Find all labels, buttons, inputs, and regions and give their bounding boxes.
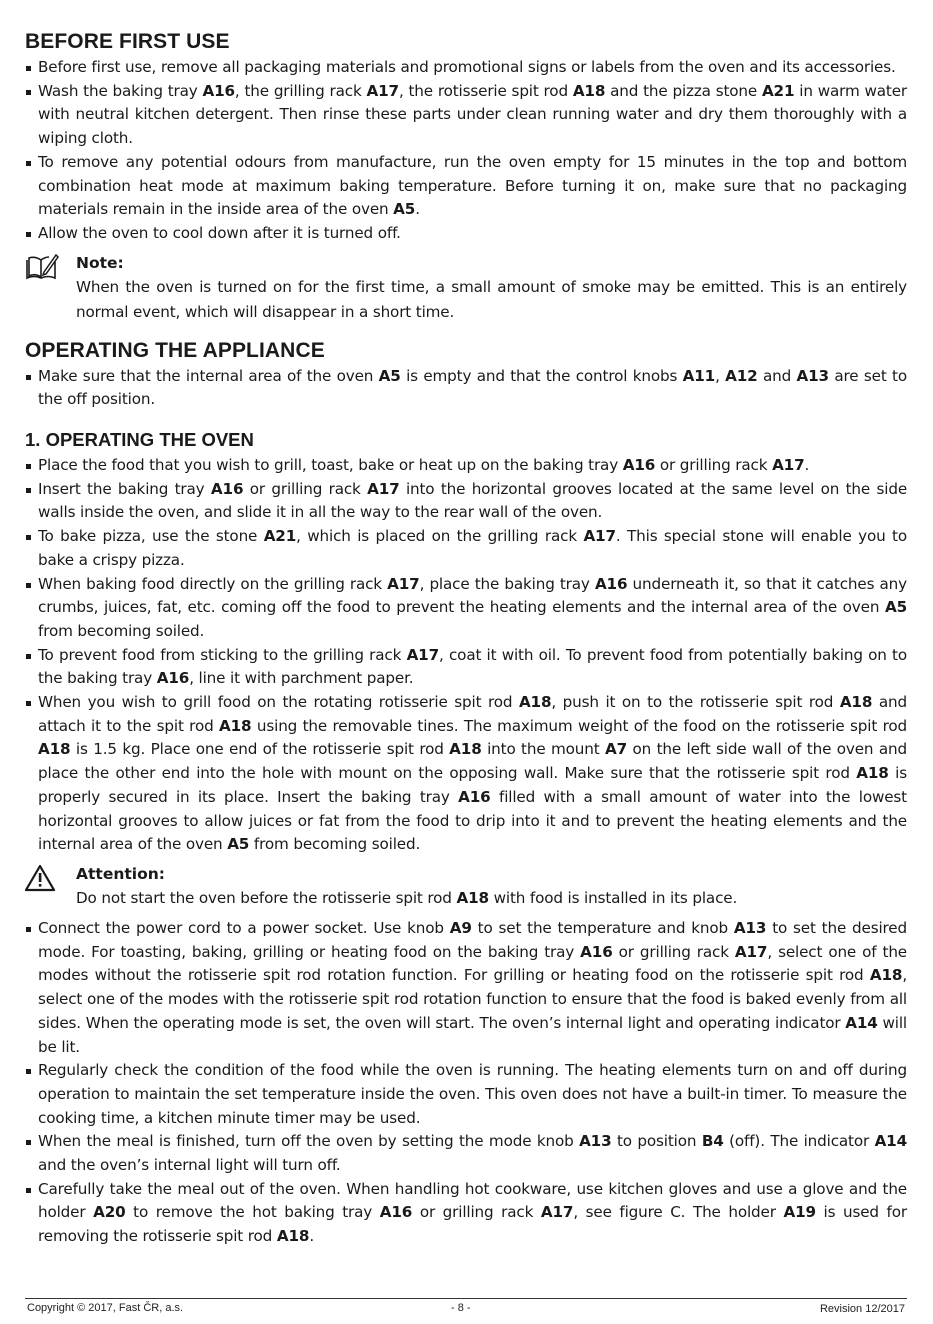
list-item: Regularly check the condition of the food while the oven is running. The heating elements turn on and off during operation to maintain the set temperature inside the oven. This oven does not have a built-in timer. To measure the cooking time, a kitchen minute timer may be used. — [25, 1059, 907, 1130]
section-title-before-first-use: BEFORE FIRST USE — [25, 30, 230, 53]
list-item: When you wish to grill food on the rotating rotisserie spit rod A18, push it on to the rotisserie spit rod A18 and attach it to the spit rod A18 using the removable tines. The maximum weight of the food on the rotisserie spit rod A18 is 1.5 kg. Place one end of the rotisserie spit rod A18 into the mount A7 on the left side wall of the oven and place the other end into the hole with mount on the opposing wall. Make sure that the rotisserie spit rod A18 is properly secured in its place. Insert the baking tray A16 filled with a small amount of water into the lowest horizontal grooves to allow juices or fat from the food to drip into it and to prevent the heating elements and the internal area of the oven A5 from becoming soiled. — [25, 691, 907, 857]
revision-text: Revision 12/2017 — [819, 1303, 905, 1315]
list-item: To bake pizza, use the stone A21, which is placed on the grilling rack A17. This special stone will enable you to bake a crispy pizza. — [25, 525, 907, 572]
operating-appliance-list — [25, 365, 907, 412]
operating-oven-list-continued — [25, 917, 907, 1249]
list-item: To prevent food from sticking to the grilling rack A17, coat it with oil. To prevent food from potentially baking on to the baking tray A16, line it with parchment paper. — [25, 644, 907, 691]
note-title: Note: — [76, 253, 124, 272]
list-item: Carefully take the meal out of the oven. When handling hot cookware, use kitchen gloves and use a glove and the holder A20 to remove the hot baking tray A16 or grilling rack A17, see figure C. The holder A19 is used for removing the rotisserie spit rod A18. — [25, 1178, 907, 1249]
note-book-icon — [25, 252, 59, 282]
list-item: Make sure that the internal area of the oven A5 is empty and that the control knobs A11, A12 and A13 are set to the off position. — [25, 365, 907, 412]
list-item: When baking food directly on the grilling rack A17, place the baking tray A16 underneath it, so that it catches any crumbs, juices, fat, etc. coming off the food to prevent the heating elements and the internal area of the oven A5 from becoming soiled. — [25, 573, 907, 644]
before-first-use-list — [25, 56, 907, 246]
page-number: - 8 - — [451, 1302, 471, 1314]
list-item: Wash the baking tray A16, the grilling rack A17, the rotisserie spit rod A18 and the pizza stone A21 in warm water with neutral kitchen detergent. Then rinse these parts under clean running water and dry them thoroughly with a wiping cloth. — [25, 80, 907, 151]
attention-text: Do not start the oven before the rotisserie spit rod A18 with food is installed in its place. — [76, 888, 738, 907]
list-item: Place the food that you wish to grill, toast, bake or heat up on the baking tray A16 or grilling rack A17. — [25, 454, 907, 478]
page-footer — [25, 1298, 907, 1315]
list-item: Allow the oven to cool down after it is turned off. — [25, 222, 907, 246]
note-text: When the oven is turned on for the first time, a small amount of smoke may be emitted. This is an entirely normal event, which will disappear in a short time. — [76, 277, 907, 321]
section-title-operating-oven: 1. OPERATING THE OVEN — [25, 429, 254, 451]
warning-triangle-icon — [25, 863, 59, 893]
attention-title: Attention: — [76, 864, 165, 883]
list-item: Connect the power cord to a power socket. Use knob A9 to set the temperature and knob A13 to set the desired mode. For toasting, baking, grilling or heating food on the baking tray A16 or grilling rack A17, select one of the modes without the rotisserie spit rod rotation function. For grilling or heating food on the rotisserie spit rod A18, select one of the modes with the rotisserie spit rod rotation function to ensure that the food is baked evenly from all sides. When the operating mode is set, the oven will start. The oven’s internal light and operating indicator A14 will be lit. — [25, 917, 907, 1059]
note-callout — [25, 252, 907, 325]
list-item: Before first use, remove all packaging materials and promotional signs or labels from the oven and its accessories. — [25, 56, 907, 80]
list-item: To remove any potential odours from manufacture, run the oven empty for 15 minutes in the top and bottom combination heat mode at maximum baking temperature. Before turning it on, make sure that no packaging materials remain in the inside area of the oven A5. — [25, 151, 907, 222]
list-item: When the meal is finished, turn off the oven by setting the mode knob A13 to position B4 (off). The indicator A14 and the oven’s internal light will turn off. — [25, 1130, 907, 1177]
manual-page — [25, 30, 907, 1249]
copyright-text: Copyright © 2017, Fast ČR, a.s. — [27, 1302, 184, 1314]
list-item: Insert the baking tray A16 or grilling rack A17 into the horizontal grooves located at the same level on the side walls inside the oven, and slide it in all the way to the rear wall of the oven. — [25, 478, 907, 525]
section-title-operating-appliance: OPERATING THE APPLIANCE — [25, 338, 325, 362]
operating-oven-list — [25, 454, 907, 857]
attention-callout — [25, 863, 907, 911]
